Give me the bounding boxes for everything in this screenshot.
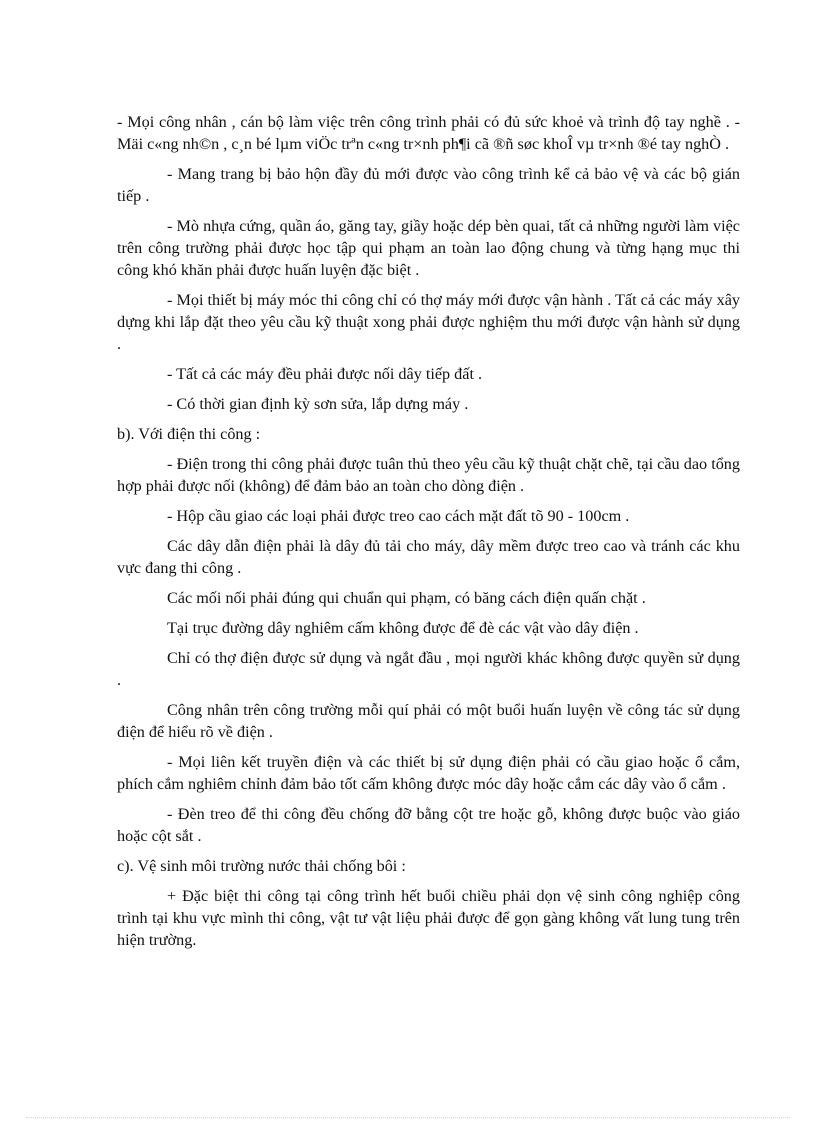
paragraph-joints: Các mối nối phải đúng qui chuẩn qui phạm, có băng cách điện quấn chặt . (167, 589, 646, 607)
paragraph-cable-route: Tại trục đường dây nghiêm cấm không được để đè các vật vào dây điện . (167, 619, 639, 637)
paragraph-lamps: - Đèn treo để thi công đều chống đỡ bằng cột tre hoặc gỗ, không được buộc vào giáo hoặc cột sắt . (117, 805, 740, 845)
paragraph-electricians-only: Chỉ có thợ điện được sử dụng và ngắt đầu , mọi người khác không được quyền sử dụng . (117, 649, 740, 689)
page-bottom-divider (26, 1117, 790, 1118)
paragraph-quarterly-training: Công nhân trên công trường mỗi quí phải có một buổi huấn luyện về công tác sử dụng điện để hiểu rõ về điện . (117, 701, 740, 741)
paragraph-electrical-standards: - Điện trong thi công phải được tuân thủ theo yêu cầu kỹ thuật chặt chẽ, tại cầu dao tổng hợp phải được nối (không) để đảm bảo an toàn cho dòng điện . (117, 455, 740, 495)
paragraph-connections: - Mọi liên kết truyền điện và các thiết bị sử dụng điện phải có cầu giao hoặc ổ cắm, phích cắm nghiêm chỉnh đảm bảo tốt cấm không được móc dây hoặc cắm các dây vào ổ cắm . (117, 753, 740, 793)
paragraph-cables: Các dây dẫn điện phải là dây đủ tải cho máy, dây mềm được treo cao và tránh các khu vực đang thi công . (117, 537, 740, 577)
section-heading-electricity: b). Với điện thi công : (117, 425, 261, 443)
paragraph-maintenance: - Có thời gian định kỳ sơn sửa, lắp dựng máy . (167, 395, 469, 413)
section-heading-sanitation: c). Vệ sinh môi trường nước thải chống bôi : (117, 857, 406, 875)
paragraph-switch-box: - Hộp cầu giao các loại phải được treo cao cách mặt đất tõ 90 - 100cm . (167, 507, 630, 525)
paragraph-worker-health: - Mọi công nhân , cán bộ làm việc trên công trình phải có đủ sức khoẻ và trình độ tay nghề . - Mäi c«ng nh©n , c¸n bé lµm viÖc trªn c«ng tr×nh ph¶i cã ®ñ søc khoÎ vµ tr×nh ®é tay nghÒ . (117, 113, 740, 153)
document-body (117, 111, 740, 959)
paragraph-site-cleanup: + Đặc biệt thi công tại công trình hết buổi chiều phải dọn vệ sinh công nghiệp công trình tại khu vực mình thi công, vật tư vật liệu phải được để gọn gàng không vất lung tung trên hiện trường. (117, 887, 740, 949)
paragraph-safety-training: - Mò nhựa cứng, quần áo, găng tay, giầy hoặc dép bèn quai, tất cả những người làm việc trên công trường phải được học tập qui phạm an toàn lao động chung và từng hạng mục thi công khó khăn phải được huấn luyện đặc biệt . (117, 217, 740, 279)
paragraph-machine-operation: - Mọi thiết bị máy móc thi công chỉ có thợ máy mới được vận hành . Tất cả các máy xây dựng khi lắp đặt theo yêu cầu kỹ thuật xong phải được nghiệm thu mới được vận hành sử dụng . (117, 291, 740, 353)
paragraph-protective-gear: - Mang trang bị bảo hộn đầy đủ mới được vào công trình kể cả bảo vệ và các bộ gián tiếp . (117, 165, 740, 205)
paragraph-grounding: - Tất cả các máy đều phải được nối dây tiếp đất . (167, 365, 483, 383)
